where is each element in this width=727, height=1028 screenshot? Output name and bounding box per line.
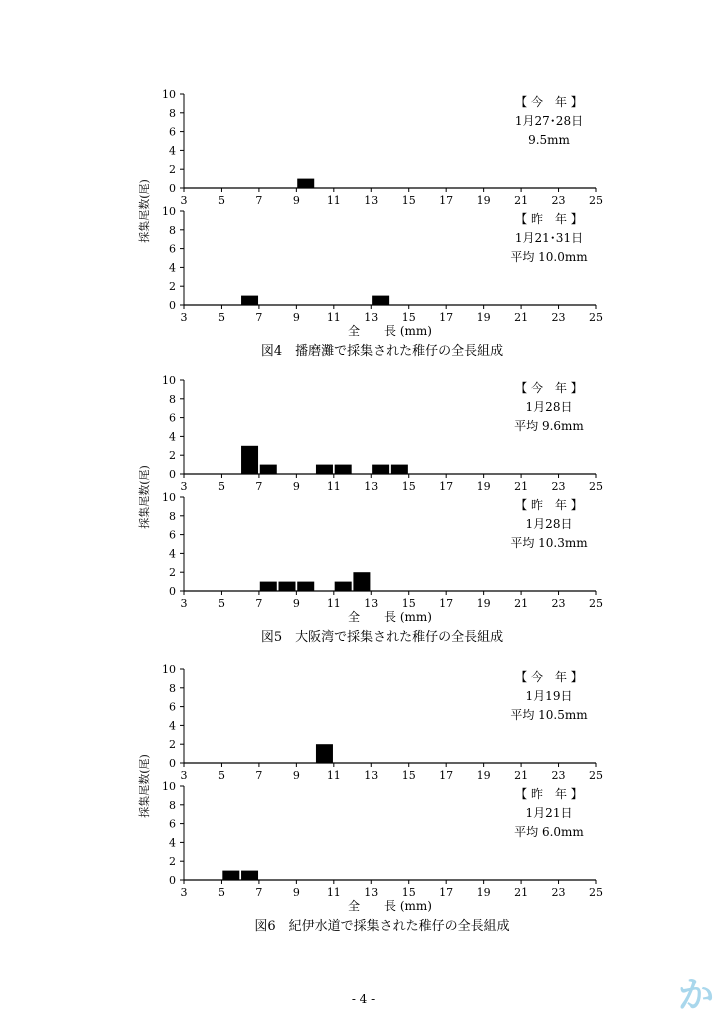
x-tick-label: 15 (401, 311, 416, 324)
bar (260, 465, 277, 474)
x-axis-label: 全 長 (mm) (348, 899, 432, 913)
y-tick-label: 8 (169, 509, 176, 523)
bar (279, 582, 296, 591)
y-tick-label: 0 (169, 299, 176, 312)
x-tick-label: 19 (476, 311, 491, 324)
bar (391, 465, 408, 474)
y-tick-label: 10 (162, 780, 176, 793)
x-tick-label: 23 (551, 886, 566, 899)
x-tick-label: 11 (326, 597, 341, 610)
x-tick-label: 23 (551, 597, 566, 610)
x-tick-label: 19 (476, 194, 491, 207)
legend-heading: 【 昨 年 】 (515, 787, 583, 801)
x-tick-label: 3 (180, 769, 188, 782)
legend-date: 1月28日 (525, 517, 573, 531)
x-tick-label: 25 (589, 597, 603, 610)
x-tick-label: 25 (589, 769, 603, 782)
x-tick-label: 21 (514, 886, 529, 899)
y-tick-label: 10 (162, 205, 176, 218)
x-tick-label: 9 (292, 194, 300, 207)
x-tick-label: 19 (476, 769, 491, 782)
y-tick-label: 4 (169, 547, 176, 561)
bar (297, 179, 314, 188)
y-tick-label: 10 (162, 491, 176, 504)
legend-date: 1月21日 (525, 806, 573, 820)
x-tick-label: 3 (180, 597, 188, 610)
legend-heading: 【 今 年 】 (515, 381, 583, 395)
y-tick-label: 2 (169, 280, 176, 294)
x-tick-label: 3 (180, 311, 188, 324)
y-tick-label: 4 (169, 261, 176, 275)
y-tick-label: 0 (169, 468, 176, 481)
x-tick-label: 25 (589, 886, 603, 899)
x-tick-label: 9 (292, 886, 300, 899)
y-tick-label: 6 (169, 125, 176, 139)
x-tick-label: 5 (217, 769, 225, 782)
x-tick-label: 13 (364, 886, 379, 899)
figure-6 (137, 663, 603, 934)
y-tick-label: 8 (169, 223, 176, 237)
x-tick-label: 17 (439, 194, 454, 207)
legend-mean: 9.5mm (528, 133, 570, 147)
x-tick-label: 13 (364, 194, 379, 207)
bar (372, 465, 389, 474)
x-tick-label: 9 (292, 597, 300, 610)
legend-date: 1月19日 (525, 689, 573, 703)
x-tick-label: 25 (589, 480, 603, 493)
page-number: - 4 - (351, 992, 376, 1006)
x-tick-label: 11 (326, 480, 341, 493)
y-tick-label: 4 (169, 719, 176, 733)
legend-heading: 【 今 年 】 (515, 95, 583, 109)
x-tick-label: 17 (439, 886, 454, 899)
x-tick-label: 17 (439, 480, 454, 493)
legend-date: 1月21･31日 (514, 231, 584, 245)
x-tick-label: 5 (217, 480, 225, 493)
panel-this-year (162, 663, 603, 782)
bar (241, 446, 258, 474)
x-tick-label: 21 (514, 311, 529, 324)
bar (316, 465, 333, 474)
y-tick-label: 6 (169, 411, 176, 425)
x-tick-label: 19 (476, 886, 491, 899)
x-tick-label: 23 (551, 769, 566, 782)
y-tick-label: 8 (169, 681, 176, 695)
bar (297, 582, 314, 591)
legend-heading: 【 昨 年 】 (515, 212, 583, 226)
panel-last-year (162, 205, 603, 324)
x-tick-label: 5 (217, 597, 225, 610)
legend-heading: 【 昨 年 】 (515, 498, 583, 512)
figure-caption: 図5 大阪湾で採集された稚仔の全長組成 (260, 630, 504, 645)
x-tick-label: 25 (589, 311, 603, 324)
x-axis-label: 全 長 (mm) (348, 610, 432, 624)
x-axis-label: 全 長 (mm) (348, 324, 432, 338)
y-tick-label: 8 (169, 106, 176, 120)
y-tick-label: 0 (169, 757, 176, 770)
x-tick-label: 23 (551, 480, 566, 493)
y-tick-label: 8 (169, 798, 176, 812)
x-tick-label: 13 (364, 480, 379, 493)
panel-last-year (162, 491, 603, 610)
y-axis-label: 採集尾数(尾) (138, 754, 151, 818)
x-tick-label: 3 (180, 886, 188, 899)
y-tick-label: 6 (169, 528, 176, 542)
watermark-logo: か (677, 975, 714, 1016)
x-tick-label: 15 (401, 194, 416, 207)
legend-mean: 平均 10.0mm (510, 250, 588, 264)
x-tick-label: 19 (476, 480, 491, 493)
x-tick-label: 11 (326, 886, 341, 899)
x-tick-label: 7 (255, 194, 263, 207)
x-tick-label: 3 (180, 480, 188, 493)
y-tick-label: 10 (162, 663, 176, 676)
x-tick-label: 7 (255, 597, 263, 610)
figure-caption: 図6 紀伊水道で採集された稚仔の全長組成 (254, 919, 510, 934)
x-tick-label: 21 (514, 480, 529, 493)
x-tick-label: 7 (255, 311, 263, 324)
bar (335, 465, 352, 474)
x-tick-label: 15 (401, 769, 416, 782)
x-tick-label: 9 (292, 311, 300, 324)
x-tick-label: 21 (514, 194, 529, 207)
bar (335, 582, 352, 591)
legend-mean: 平均 10.5mm (510, 708, 588, 722)
x-tick-label: 11 (326, 769, 341, 782)
y-tick-label: 6 (169, 700, 176, 714)
y-axis-label: 採集尾数(尾) (138, 179, 151, 243)
panel-this-year (162, 88, 603, 207)
bar (372, 296, 389, 305)
y-tick-label: 10 (162, 374, 176, 387)
x-tick-label: 13 (364, 597, 379, 610)
x-tick-label: 9 (292, 769, 300, 782)
bar (222, 871, 239, 880)
y-tick-label: 4 (169, 144, 176, 158)
x-tick-label: 3 (180, 194, 188, 207)
x-tick-label: 7 (255, 480, 263, 493)
y-tick-label: 2 (169, 855, 176, 869)
y-tick-label: 4 (169, 836, 176, 850)
y-tick-label: 10 (162, 88, 176, 101)
x-tick-label: 5 (217, 311, 225, 324)
legend-mean: 平均 6.0mm (514, 825, 584, 839)
x-tick-label: 17 (439, 597, 454, 610)
bar (241, 871, 258, 880)
x-tick-label: 7 (255, 886, 263, 899)
x-tick-label: 21 (514, 597, 529, 610)
x-tick-label: 15 (401, 886, 416, 899)
y-axis-label: 採集尾数(尾) (138, 465, 151, 529)
y-tick-label: 8 (169, 392, 176, 406)
x-tick-label: 25 (589, 194, 603, 207)
legend-heading: 【 今 年 】 (515, 670, 583, 684)
x-tick-label: 19 (476, 597, 491, 610)
legend-date: 1月27･28日 (514, 114, 584, 128)
x-tick-label: 7 (255, 769, 263, 782)
x-tick-label: 9 (292, 480, 300, 493)
figure-4 (137, 88, 603, 359)
x-tick-label: 23 (551, 311, 566, 324)
x-tick-label: 15 (401, 597, 416, 610)
bar (241, 296, 258, 305)
panel-last-year (162, 780, 603, 899)
figures-container (137, 88, 603, 934)
y-tick-label: 6 (169, 242, 176, 256)
x-tick-label: 21 (514, 769, 529, 782)
legend-date: 1月28日 (525, 400, 573, 414)
x-tick-label: 15 (401, 480, 416, 493)
y-tick-label: 6 (169, 817, 176, 831)
x-tick-label: 13 (364, 769, 379, 782)
panel-this-year (162, 374, 603, 493)
x-tick-label: 5 (217, 886, 225, 899)
bar (353, 572, 370, 591)
x-tick-label: 11 (326, 311, 341, 324)
x-tick-label: 11 (326, 194, 341, 207)
legend-mean: 平均 9.6mm (514, 419, 584, 433)
figure-5 (137, 374, 603, 645)
y-tick-label: 4 (169, 430, 176, 444)
x-tick-label: 17 (439, 769, 454, 782)
x-tick-label: 23 (551, 194, 566, 207)
y-tick-label: 2 (169, 449, 176, 463)
y-tick-label: 0 (169, 874, 176, 887)
bar (316, 744, 333, 763)
y-tick-label: 2 (169, 163, 176, 177)
x-tick-label: 17 (439, 311, 454, 324)
y-tick-label: 2 (169, 566, 176, 580)
x-tick-label: 13 (364, 311, 379, 324)
y-tick-label: 0 (169, 182, 176, 195)
y-tick-label: 0 (169, 585, 176, 598)
legend-mean: 平均 10.3mm (510, 536, 588, 550)
x-tick-label: 5 (217, 194, 225, 207)
y-tick-label: 2 (169, 738, 176, 752)
figure-caption: 図4 播磨灘で採集された稚仔の全長組成 (260, 344, 504, 359)
bar (260, 582, 277, 591)
